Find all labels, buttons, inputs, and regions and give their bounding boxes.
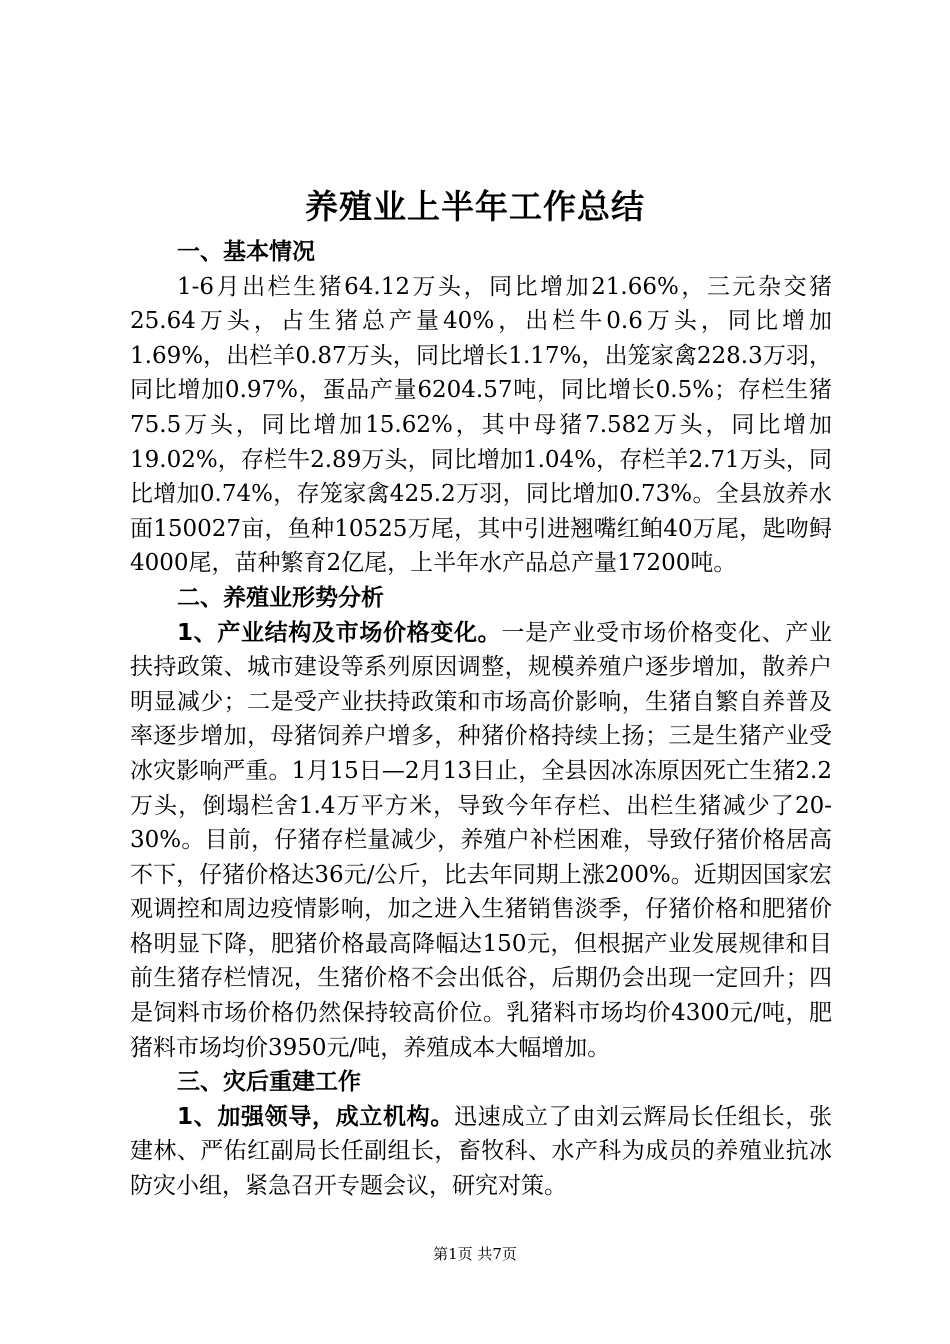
paragraph-lead: 1、产业结构及市场价格变化。 — [177, 619, 502, 646]
paragraph — [130, 1100, 832, 1204]
page-title: 养殖业上半年工作总结 — [305, 187, 645, 226]
paragraph-text: 迅速成立了由刘云辉局长任组长，张建林、严佑红副局长任副组长，畜牧科、水产科为成员的养殖业抗冰防灾小组，紧急召开专题会议，研究对策。 — [130, 1103, 832, 1200]
paragraph-text: 1-6月出栏生猪64.12万头，同比增加21.66%，三元杂交猪25.64万头，占生猪总产量40%，出栏牛0.6万头，同比增加1.69%，出栏羊0.87万头，同比增长1.17%，出笼家禽228.3万羽，同比增加0.97%，蛋品产量6204.57吨，同比增长0.5%；存栏生猪75.5万头，同比增加15.62%，其中母猪7.582万头，同比增加19.02%，存栏牛2.89万头，同比增加1.04%，存栏羊2.71万头，同比增加0.74%，存笼家禽425.2万羽，同比增加0.73%。全县放养水面150027亩，鱼种10525万尾，其中引进翘嘴红鲌40万尾，匙吻鲟4000尾，苗种繁育2亿尾，上半年水产品总产量17200吨。 — [130, 273, 832, 577]
section-reconstruction — [130, 1065, 832, 1203]
page-number-footer: 第1页 共7页 — [433, 1245, 517, 1263]
document-body — [130, 235, 832, 1204]
section-heading: 二、养殖业形势分析 — [177, 584, 384, 611]
paragraph-lead: 1、加强领导，成立机构。 — [177, 1103, 454, 1130]
section-basic-situation — [130, 235, 832, 581]
paragraph-text: 一是产业受市场价格变化、产业扶持政策、城市建设等系列原因调整，规模养殖户逐步增加，散养户明显减少；二是受产业扶持政策和市场高价影响，生猪自繁自养普及率逐步增加，母猪饲养户增多，种猪价格持续上扬；三是生猪产业受冰灾影响严重。1月15日—2月13日止，全县因冰冻原因死亡生猪2.2万头，倒塌栏舍1.4万平方米，导致今年存栏、出栏生猪减少了20-30%。目前，仔猪存栏量减少，养殖户补栏困难，导致仔猪价格居高不下，仔猪价格达36元/公斤，比去年同期上涨200%。近期因国家宏观调控和周边疫情影响，加之进入生猪销售淡季，仔猪价格和肥猪价格明显下降，肥猪价格最高降幅达150元，但根据产业发展规律和目前生猪存栏情况，生猪价格不会出低谷，后期仍会出现一定回升；四是饲料市场价格仍然保持较高价位。乳猪料市场均价4300元/吨，肥猪料市场均价3950元/吨，养殖成本大幅增加。 — [130, 619, 833, 1061]
section-situation-analysis — [130, 581, 832, 1065]
section-heading: 一、基本情况 — [177, 239, 315, 265]
section-heading: 三、灾后重建工作 — [177, 1069, 361, 1096]
paragraph — [130, 616, 832, 1066]
paragraph — [130, 270, 832, 581]
